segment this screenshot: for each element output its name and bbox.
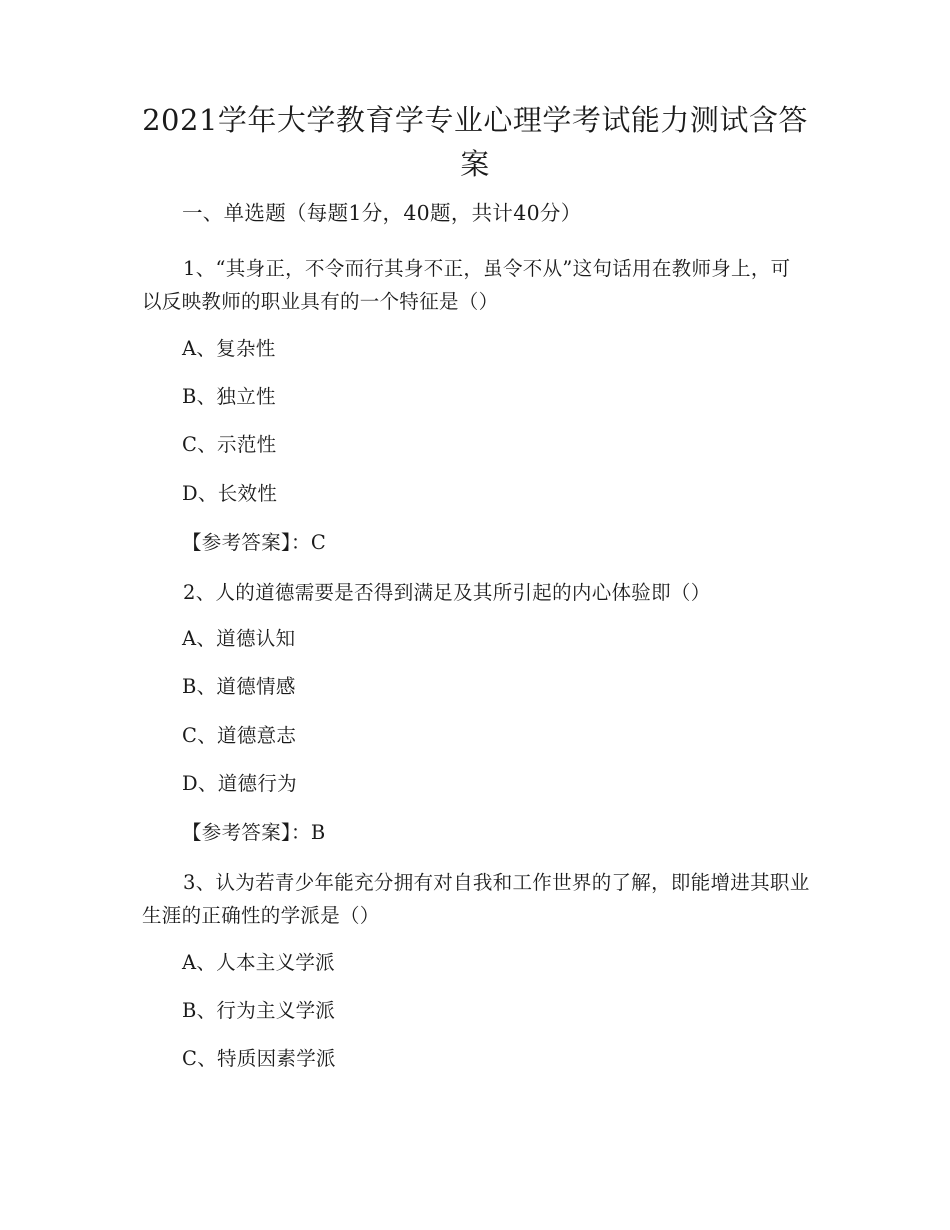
question-1-option-c: C、示范性	[182, 433, 277, 456]
question-2-stem: 2、人的道德需要是否得到满足及其所引起的内心体验即（）	[183, 581, 711, 604]
question-2-option-d: D、道德行为	[182, 772, 297, 795]
question-1-option-a: A、复杂性	[182, 337, 276, 360]
question-1-stem: 1、“其身正，不令而行其身不正，虽令不从”这句话用在教师身上，可以反映教师的职业具有的一个特征是（）	[142, 257, 791, 313]
question-2-option-c: C、道德意志	[182, 724, 297, 747]
question-3-option-a: A、人本主义学派	[182, 951, 335, 974]
question-3-option-b: B、行为主义学派	[182, 999, 336, 1022]
section-heading: 一、单选题（每题1分，40题，共计40分）	[182, 201, 582, 225]
question-3-stem: 3、认为若青少年能充分拥有对自我和工作世界的了解，即能增进其职业生涯的正确性的学派是（）	[142, 871, 810, 927]
question-3-option-c: C、特质因素学派	[182, 1047, 336, 1070]
question-1-answer: 【参考答案】：C	[182, 531, 327, 554]
question-2-answer: 【参考答案】：B	[182, 821, 326, 844]
document-title: 2021学年大学教育学专业心理学考试能力测试含答案	[142, 103, 808, 181]
question-2-option-b: B、道德情感	[182, 675, 296, 698]
question-2-option-a: A、道德认知	[182, 627, 296, 650]
question-1-option-b: B、独立性	[182, 385, 276, 408]
question-1-option-d: D、长效性	[182, 482, 278, 505]
